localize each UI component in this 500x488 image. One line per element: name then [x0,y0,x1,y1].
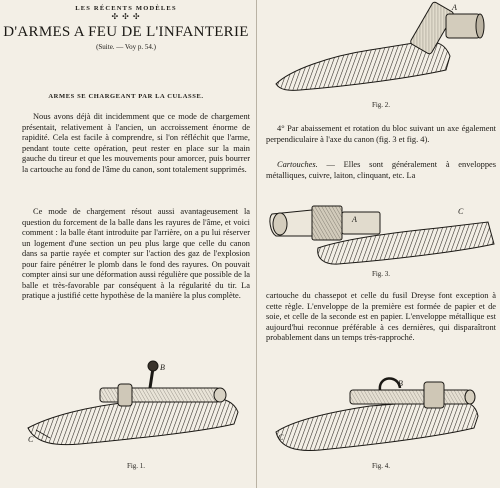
rifle-breech-drawing-3 [268,192,498,268]
figure-1-illustration [20,358,252,458]
right-paragraph-cartouches [266,160,496,181]
figure-4-letter-b: B [398,379,403,388]
figure-1-letter-c: C [28,435,34,444]
right-column [262,0,500,488]
figure-4-caption: Fig. 4. [371,462,391,470]
figure-4-letter-c: C [278,433,284,442]
figure-4-illustration [270,372,498,456]
left-paragraph-2: Ce mode de chargement résout aussi avantageusement la question du forcement de la balle dans les rayures de l'âme, et voici comment : la balle étant introduite par l'arrière, on a pu lui réserver un logement d'une section un peu plus large que celle du canon dans sa partie rayée et compter sur l'action des gaz de l'explosion pour faire pénétrer le plomb dans le fond des rayures. On pouvait compter ainsi sur une déformation aussi régulière que possible de la balle et très-favorable par conséquent à la régularité du tir. La pratique a justifié cette hypothèse de la manière la plus complète. [22,207,250,301]
left-paragraph-1: Nous avons déjà dit incidemment que ce mode de chargement présentait, relativement à l'ancien, un accroissement énorme de rapidité. Cela est facile à comprendre, si l'on réfléchit que l'arme, pendant toute cette opération, peut rester en place sur la main gauche du tireur et que les mouvements pour amorcer, puis bourrer la cartouche au fond de l'âme du canon, sont totalement supprimés. [22,112,250,174]
figure-3-illustration [268,192,498,268]
figure-2-illustration [270,0,498,92]
header-ornament: ✣ ✣ ✣ [111,12,141,21]
header-kicker: LES RÉCENTS MODÈLES [75,5,177,12]
figure-1-caption: Fig. 1. [126,462,146,470]
rifle-breech-drawing-1 [20,358,252,458]
section-heading: ARMES SE CHARGEANT PAR LA CULASSE. [48,93,204,100]
right-paragraph-2: cartouche du chassepot et celle du fusil Dreyse font exception à cette règle. L'enveloppe de la première est formée de papier et de soie, et celle de la seconde est en papier. L'enveloppe métallique est aujourd'hui reconnue préférable à ces dernières, qui disparaîtront probablement dans un temps très-rapproché. [266,291,496,343]
figure-3-letter-a: A [352,215,357,224]
cartouches-label: Cartouches. [277,160,318,169]
figure-2-caption: Fig. 2. [371,101,391,109]
figure-2-letter-a: A [452,3,457,12]
continued-note: (Suite. — Voy p. 54.) [96,43,156,51]
figure-3-caption: Fig. 3. [371,270,391,278]
figure-1-letter-b: B [160,363,165,372]
rifle-breech-drawing-2 [270,0,498,92]
figure-3-letter-c: C [458,207,464,216]
right-paragraph-1: 4° Par abaissement et rotation du bloc suivant un axe également perpendiculaire à l'axe du canon (fig. 3 et fig. 4). [266,124,496,144]
rifle-breech-drawing-4 [270,372,498,456]
article-title: D'ARMES A FEU DE L'INFANTERIE [3,24,249,40]
column-divider [256,0,257,488]
cartouches-text: — Elles sont généralement à enveloppes métalliques, cuivre, laiton, clinquant, etc. La [266,160,496,180]
